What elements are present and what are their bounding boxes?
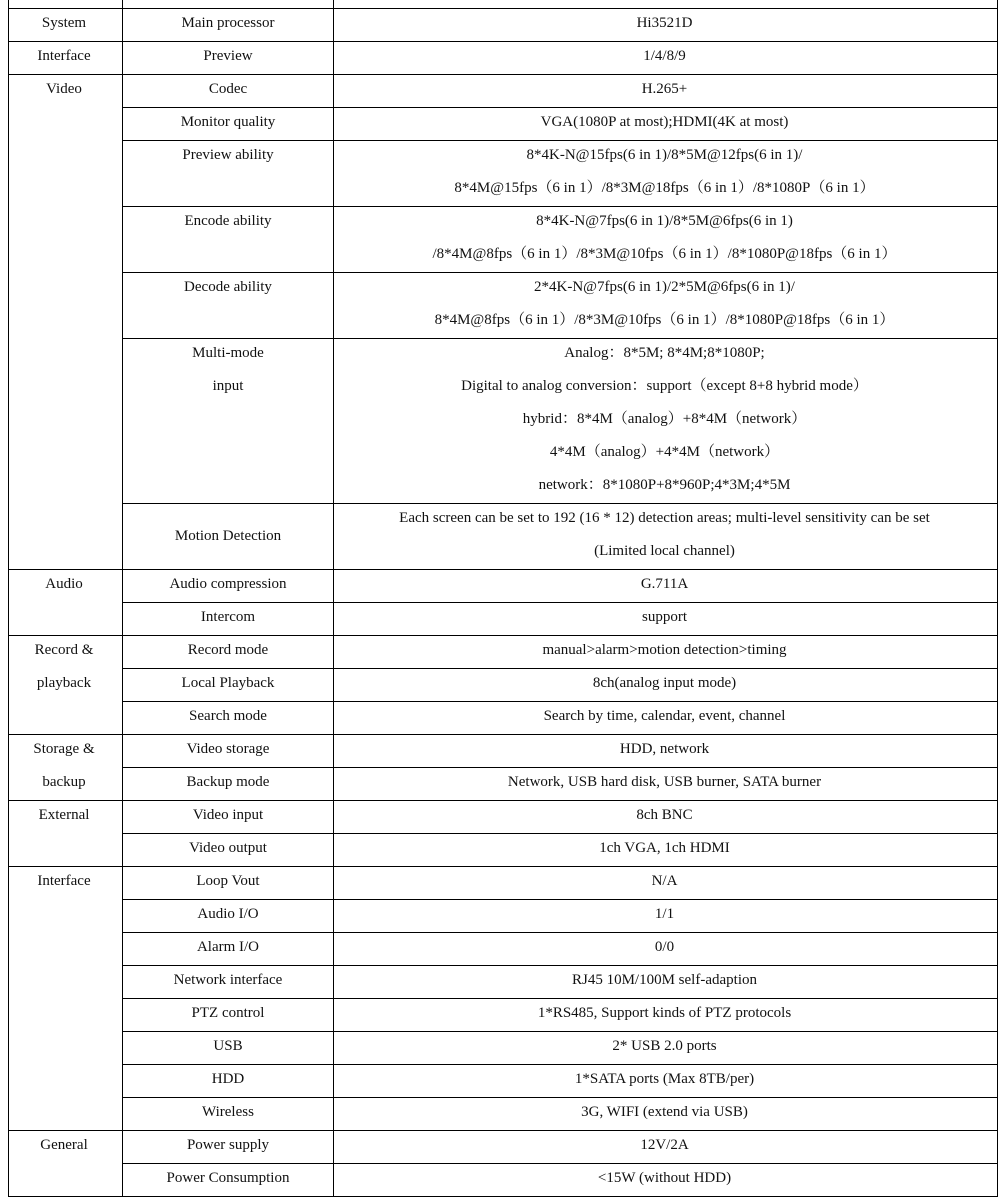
- grid-line: [333, 1130, 334, 1196]
- spec-value-line: Network, USB hard disk, USB burner, SATA burner: [507, 774, 822, 790]
- row-divider: [122, 635, 998, 636]
- grid-line: [333, 8, 334, 41]
- spec-item-label: Alarm I/O: [196, 939, 260, 955]
- spec-value-line: 8ch BNC: [636, 807, 693, 823]
- spec-item-label: Preview ability: [182, 147, 274, 163]
- section-divider: [8, 1130, 122, 1131]
- spec-value-line: 8*4M@8fps（6 in 1）/8*3M@10fps（6 in 1）/8*1080P@18fps（6 in 1）: [434, 312, 895, 328]
- spec-item-label: Video storage: [186, 741, 270, 757]
- spec-value-line: Hi3521D: [636, 15, 693, 31]
- spec-value-line: 1/4/8/9: [643, 48, 686, 64]
- spec-category-label: Interface: [37, 48, 91, 64]
- spec-value-line: Search by time, calendar, event, channel: [543, 708, 786, 724]
- row-divider: [122, 932, 998, 933]
- spec-category-label: System: [41, 15, 87, 31]
- grid-line: [122, 635, 123, 734]
- grid-line: [333, 41, 334, 74]
- row-divider: [122, 701, 998, 702]
- spec-item-label: Intercom: [200, 609, 256, 625]
- grid-line: [122, 8, 123, 41]
- spec-value-line: 8*4K-N@15fps(6 in 1)/8*5M@12fps(6 in 1)/: [526, 147, 803, 163]
- spec-item-label: Loop Vout: [196, 873, 260, 889]
- spec-item-label: Video input: [192, 807, 264, 823]
- row-divider: [122, 107, 998, 108]
- spec-value-line: 2* USB 2.0 ports: [612, 1038, 717, 1054]
- row-divider: [122, 998, 998, 999]
- spec-value-line: 8*4M@15fps（6 in 1）/8*3M@18fps（6 in 1）/8*1080P（6 in 1）: [454, 180, 875, 196]
- grid-line: [8, 866, 9, 1130]
- row-divider: [122, 833, 998, 834]
- row-divider: [122, 338, 998, 339]
- grid-line: [333, 866, 334, 1130]
- row-divider: [122, 206, 998, 207]
- grid-line: [8, 569, 9, 635]
- row-divider: [122, 800, 998, 801]
- grid-line: [8, 734, 9, 800]
- row-divider: [122, 1130, 998, 1131]
- grid-line: [8, 1130, 9, 1196]
- spec-value-line: H.265+: [641, 81, 688, 97]
- spec-value-line: 1*SATA ports (Max 8TB/per): [574, 1071, 755, 1087]
- row-divider: [122, 1163, 998, 1164]
- row-divider: [122, 140, 998, 141]
- grid-line: [997, 734, 998, 800]
- grid-line: [8, 635, 9, 734]
- row-divider: [122, 1097, 998, 1098]
- spec-value-line: (Limited local channel): [594, 543, 735, 559]
- spec-item-label: Monitor quality: [180, 114, 276, 130]
- spec-item-label: Network interface: [173, 972, 283, 988]
- grid-line: [333, 734, 334, 800]
- spec-value-line: 0/0: [654, 939, 675, 955]
- spec-category-label: General: [40, 1137, 88, 1153]
- spec-category-label: playback: [36, 675, 92, 691]
- spec-item-label: Encode ability: [184, 213, 272, 229]
- grid-line: [122, 74, 123, 569]
- spec-item-label: Audio compression: [169, 576, 287, 592]
- grid-line: [122, 0, 123, 8]
- spec-item-label: Search mode: [189, 708, 267, 724]
- spec-item-label: Video output: [189, 840, 267, 856]
- grid-line: [122, 1130, 123, 1196]
- row-divider: [122, 965, 998, 966]
- row-divider: [122, 668, 998, 669]
- section-divider: [8, 41, 122, 42]
- section-divider: [8, 569, 122, 570]
- spec-item-label: Wireless: [202, 1104, 254, 1120]
- grid-line: [997, 800, 998, 866]
- grid-line: [122, 569, 123, 635]
- row-divider: [122, 569, 998, 570]
- spec-item-label: USB: [213, 1038, 243, 1054]
- spec-item-label: Local Playback: [181, 675, 275, 691]
- spec-value-line: 8*4K-N@7fps(6 in 1)/8*5M@6fps(6 in 1): [536, 213, 793, 229]
- spec-value-line: 3G, WIFI (extend via USB): [581, 1104, 748, 1120]
- spec-category-label: External: [38, 807, 90, 823]
- spec-value-line: Digital to analog conversion：support（except 8+8 hybrid mode）: [461, 378, 868, 394]
- section-divider: [8, 734, 122, 735]
- row-divider: [122, 1064, 998, 1065]
- grid-line: [997, 1130, 998, 1196]
- spec-value-line: hybrid：8*4M（analog）+8*4M（network）: [522, 411, 807, 427]
- spec-value-line: support: [642, 609, 687, 625]
- grid-line: [333, 800, 334, 866]
- grid-line: [8, 0, 9, 8]
- spec-value-line: 2*4K-N@7fps(6 in 1)/2*5M@6fps(6 in 1)/: [534, 279, 795, 295]
- spec-item-label: Preview: [203, 48, 253, 64]
- spec-category-label: Interface: [37, 873, 91, 889]
- grid-line: [122, 41, 123, 74]
- spec-value-line: 1ch VGA, 1ch HDMI: [599, 840, 730, 856]
- row-divider: [122, 272, 998, 273]
- spec-item-label: Record mode: [187, 642, 269, 658]
- grid-line: [8, 8, 9, 41]
- spec-value-line: 4*4M（analog）+4*4M（network）: [549, 444, 780, 460]
- spec-value-line: 1/1: [654, 906, 675, 922]
- spec-item-label: Codec: [208, 81, 248, 97]
- spec-value-line: HDD, network: [619, 741, 710, 757]
- spec-category-label: Storage &: [33, 741, 95, 757]
- grid-line: [997, 0, 998, 8]
- spec-item-label: input: [212, 378, 244, 394]
- spec-item-label: Power Consumption: [166, 1170, 290, 1186]
- grid-line: [997, 74, 998, 569]
- grid-line: [122, 866, 123, 1130]
- grid-line: [122, 734, 123, 800]
- spec-value-line: manual>alarm>motion detection>timing: [542, 642, 787, 658]
- grid-line: [122, 800, 123, 866]
- row-divider: [122, 41, 998, 42]
- row-divider: [122, 899, 998, 900]
- spec-category-label: Video: [46, 81, 82, 97]
- grid-line: [8, 74, 9, 569]
- grid-line: [997, 866, 998, 1130]
- spec-category-label: Audio: [45, 576, 83, 592]
- spec-item-label: Decode ability: [184, 279, 272, 295]
- spec-value-line: RJ45 10M/100M self-adaption: [572, 972, 757, 988]
- spec-item-label: PTZ control: [191, 1005, 265, 1021]
- spec-value-line: Analog：8*5M; 8*4M;8*1080P;: [564, 345, 765, 361]
- spec-value-line: VGA(1080P at most);HDMI(4K at most): [540, 114, 789, 130]
- spec-item-label: Main processor: [181, 15, 275, 31]
- spec-value-line: Each screen can be set to 192 (16 * 12) detection areas; multi-level sensitivity can be set: [399, 510, 930, 526]
- grid-line: [997, 569, 998, 635]
- spec-item-label: Multi-mode: [192, 345, 264, 361]
- section-divider: [8, 635, 122, 636]
- row-divider: [122, 866, 998, 867]
- grid-line: [8, 41, 9, 74]
- grid-line: [333, 569, 334, 635]
- spec-value-line: N/A: [651, 873, 678, 889]
- spec-category-label: Record &: [34, 642, 94, 658]
- spec-category-label: backup: [42, 774, 86, 790]
- grid-line: [333, 0, 334, 8]
- table-border-top: [8, 8, 998, 9]
- grid-line: [997, 41, 998, 74]
- grid-line: [333, 635, 334, 734]
- grid-line: [8, 800, 9, 866]
- spec-item-label: Power supply: [186, 1137, 270, 1153]
- grid-line: [997, 8, 998, 41]
- row-divider: [122, 767, 998, 768]
- row-divider: [122, 602, 998, 603]
- spec-item-label: Motion Detection: [174, 528, 282, 544]
- row-divider: [122, 734, 998, 735]
- grid-line: [333, 74, 334, 569]
- row-divider: [122, 1031, 998, 1032]
- spec-item-label: Audio I/O: [197, 906, 259, 922]
- row-divider: [122, 503, 998, 504]
- spec-value-line: network：8*1080P+8*960P;4*3M;4*5M: [538, 477, 791, 493]
- spec-item-label: Backup mode: [186, 774, 270, 790]
- section-divider: [8, 800, 122, 801]
- spec-value-line: 12V/2A: [640, 1137, 689, 1153]
- spec-value-line: 8ch(analog input mode): [592, 675, 737, 691]
- spec-value-line: <15W (without HDD): [597, 1170, 732, 1186]
- section-divider: [8, 74, 122, 75]
- spec-value-line: G.711A: [640, 576, 689, 592]
- spec-value-line: /8*4M@8fps（6 in 1）/8*3M@10fps（6 in 1）/8*1080P@18fps（6 in 1）: [432, 246, 897, 262]
- spec-item-label: HDD: [211, 1071, 245, 1087]
- section-divider: [8, 866, 122, 867]
- grid-line: [997, 635, 998, 734]
- spec-value-line: 1*RS485, Support kinds of PTZ protocols: [537, 1005, 792, 1021]
- row-divider: [122, 74, 998, 75]
